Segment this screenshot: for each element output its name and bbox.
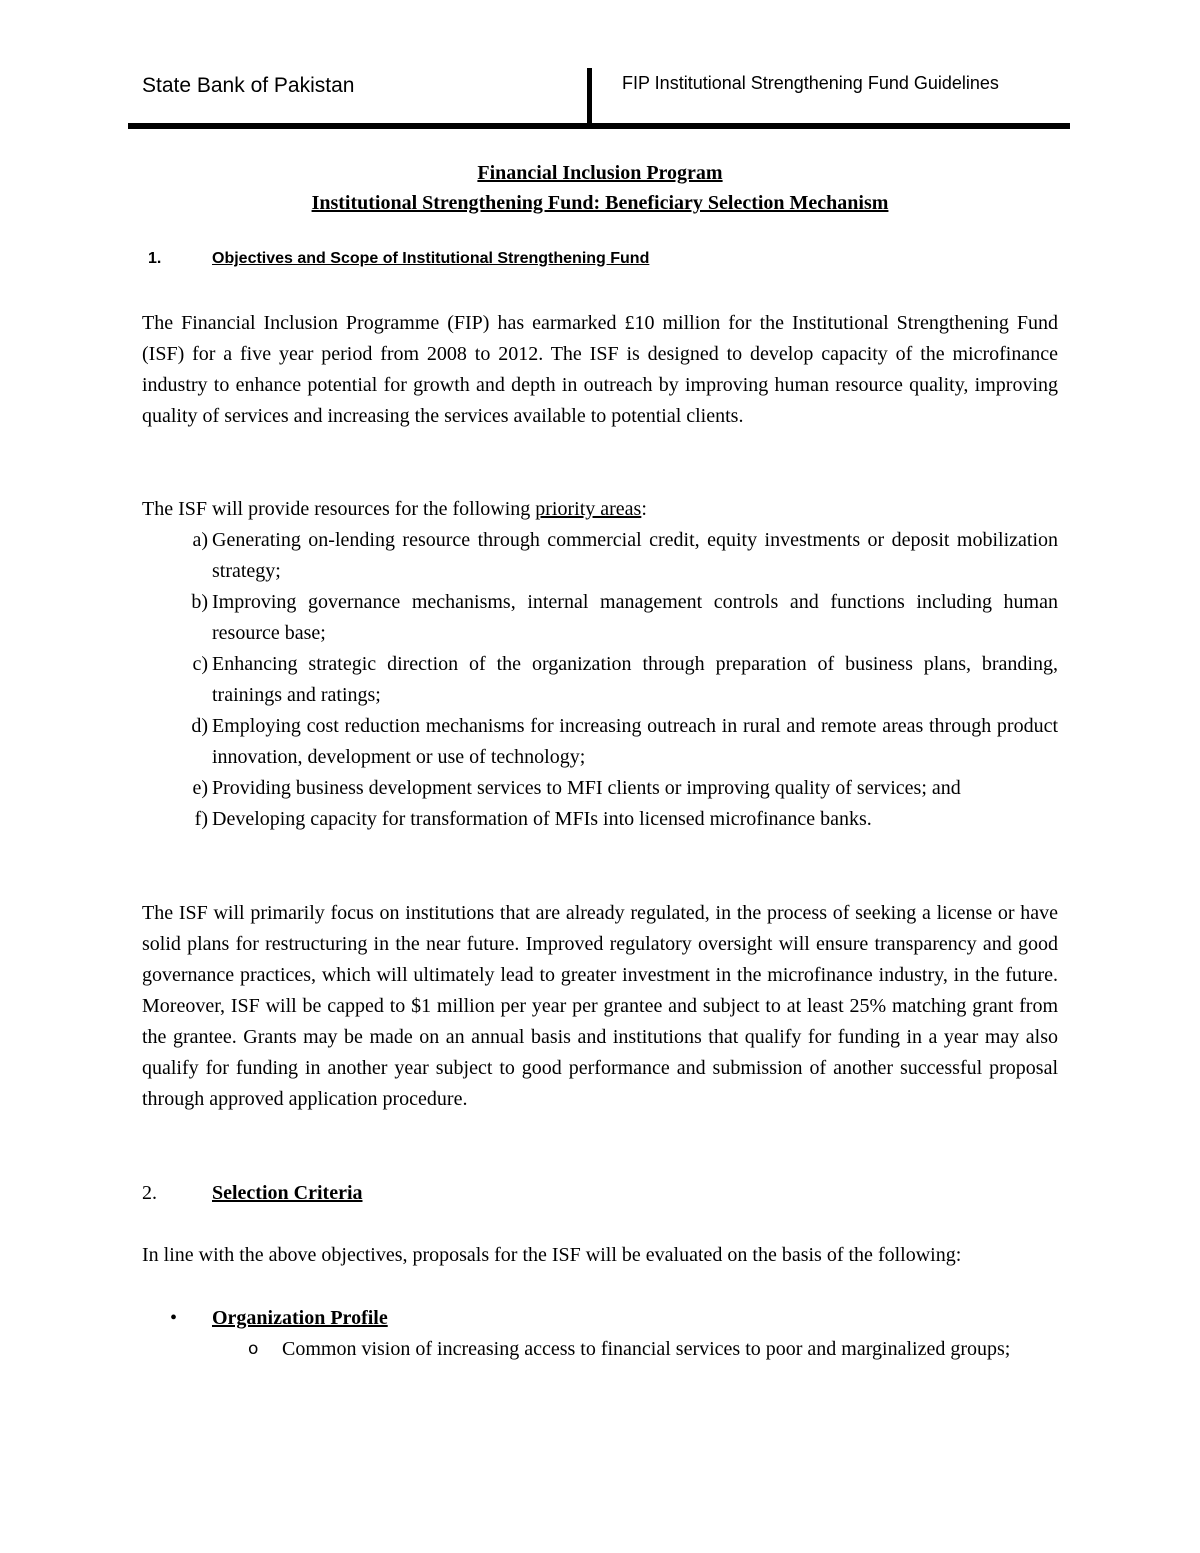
section-1-paragraph-1: The Financial Inclusion Programme (FIP) has earmarked £10 million for the Institutional Strengthening Fund (ISF) for a five year period from 2008 to 2012. The ISF is designed to develop capacity of the microfinance industry to enhance potential for growth and depth in outreach by improving human resource quality, improving quality of services and increasing the services available to potential clients. xyxy=(142,312,1058,427)
section-1-title: Objectives and Scope of Institutional Strengthening Fund xyxy=(212,250,650,267)
criteria-sub-item xyxy=(248,1334,1058,1365)
intro-suffix: : xyxy=(641,498,647,520)
list-item xyxy=(142,711,1058,773)
list-item-text: Providing business development services to MFI clients or improving quality of services; and xyxy=(212,777,961,799)
page-header xyxy=(0,0,1200,140)
priority-areas-link-text: priority areas xyxy=(535,498,642,520)
header-organization: State Bank of Pakistan xyxy=(142,74,355,97)
list-marker: f) xyxy=(194,808,208,830)
list-item xyxy=(142,587,1058,649)
list-marker: d) xyxy=(191,715,208,737)
section-1-paragraph-3: The ISF will primarily focus on institutions that are already regulated, in the process of seeking a license or have solid plans for restructuring in the near future. Improved regulatory oversight will ensure transparency and good governance practices, which will ultimately lead to greater investment in the microfinance industry, in the future. Moreover, ISF will be capped to $1 million per year per grantee and subject to at least 25% matching grant from the grantee. Grants may be made on an annual basis and institutions that qualify for funding in a year may also qualify for funding in another year subject to good performance and submission of another successful proposal through approved application procedure. xyxy=(142,902,1058,1110)
priority-areas-intro xyxy=(142,494,1058,525)
section-1-number: 1. xyxy=(148,250,162,267)
list-item-text: Developing capacity for transformation of MFIs into licensed microfinance banks. xyxy=(212,808,872,830)
list-item xyxy=(142,773,1058,804)
list-item-text: Improving governance mechanisms, internal management controls and functions including human resource base; xyxy=(212,591,1058,644)
header-rule xyxy=(128,123,1070,129)
header-document-title: FIP Institutional Strengthening Fund Guidelines xyxy=(622,73,999,93)
list-item-text: Enhancing strategic direction of the organization through preparation of business plans, branding, trainings and ratings; xyxy=(212,653,1058,706)
document-subtitle: Institutional Strengthening Fund: Beneficiary Selection Mechanism xyxy=(311,192,889,214)
bullet-icon: • xyxy=(170,1307,178,1329)
list-item xyxy=(142,649,1058,711)
intro-prefix: The ISF will provide resources for the following xyxy=(142,498,536,520)
priority-areas-list xyxy=(142,525,1058,835)
section-2-number: 2. xyxy=(142,1182,157,1204)
list-item xyxy=(142,525,1058,587)
list-marker: c) xyxy=(192,653,208,675)
list-marker: e) xyxy=(192,777,208,799)
criteria-bullet-label: Organization Profile xyxy=(212,1307,388,1329)
section-2-paragraph: In line with the above objectives, proposals for the ISF will be evaluated on the basis of the following: xyxy=(142,1244,962,1266)
list-item-text: Employing cost reduction mechanisms for increasing outreach in rural and remote areas through product innovation, development or use of technology; xyxy=(212,715,1058,768)
list-marker: a) xyxy=(192,529,208,551)
section-2-title: Selection Criteria xyxy=(212,1182,363,1204)
criteria-sub-item-text: Common vision of increasing access to financial services to poor and marginalized groups; xyxy=(282,1338,1011,1360)
list-item-text: Generating on-lending resource through commercial credit, equity investments or deposit mobilization strategy; xyxy=(212,529,1058,582)
list-marker: b) xyxy=(191,591,208,613)
list-item xyxy=(142,804,1058,835)
document-title: Financial Inclusion Program xyxy=(477,162,723,184)
header-divider xyxy=(587,68,592,126)
hollow-bullet-icon: o xyxy=(248,1339,259,1359)
